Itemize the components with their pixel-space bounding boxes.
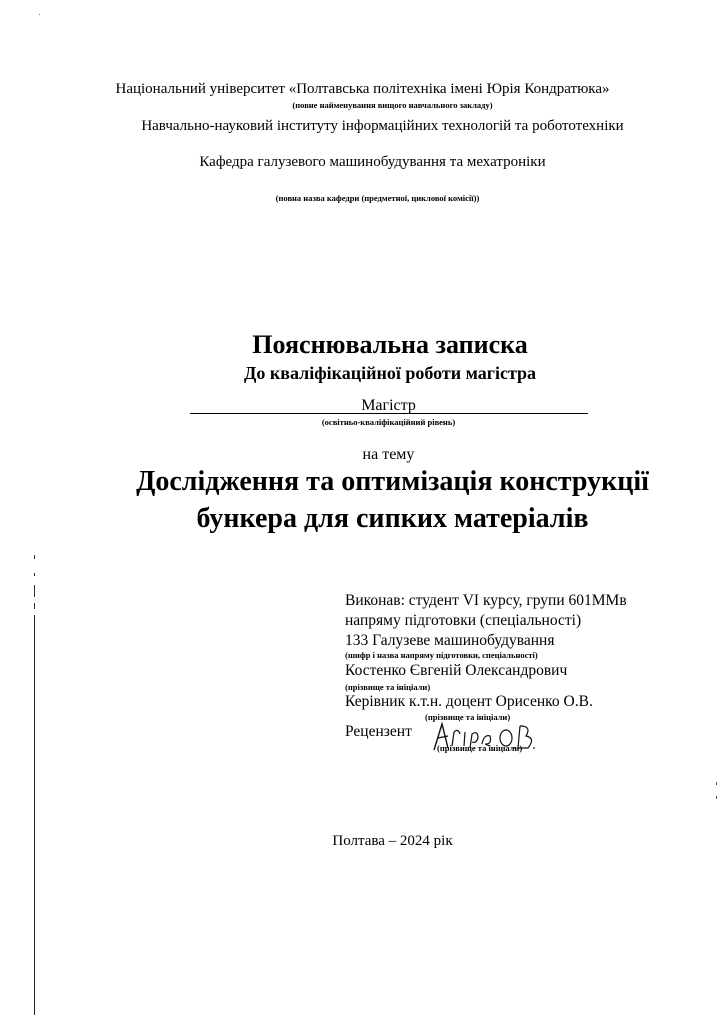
university-name: Національний університет «Полтавська політехніка імені Юрія Кондратюка» — [115, 81, 610, 97]
supervisor-note: (прізвище та ініціали) — [425, 712, 511, 722]
reviewer-note: (прізвище та ініціали) — [437, 743, 523, 753]
institute-name: Навчально-науковий інституту інформаційних технологій та робототехніки — [141, 118, 624, 134]
on-topic-label: на тему — [362, 446, 415, 463]
right-scan-marks — [714, 782, 720, 822]
level-underline — [190, 413, 588, 414]
topic-line-1: Дослідження та оптимізація конструкції — [136, 466, 649, 497]
specialty-note: (шифр і назва напряму підготовки, спеціальності) — [345, 650, 538, 660]
document-subtitle: До кваліфікаційної роботи магістра — [243, 363, 537, 383]
reviewer-label: Рецензент — [345, 723, 412, 740]
level-note: (освітньо-кваліфікаційний рівень) — [321, 417, 456, 427]
student-note: (прізвище та ініціали) — [345, 682, 431, 692]
department-name: Кафедра галузевого машинобудування та мехатроніки — [199, 154, 546, 170]
performed-by: Виконав: студент VI курсу, групи 601ММв — [345, 592, 627, 609]
specialty-value: 133 Галузеве машинобудування — [345, 632, 555, 649]
university-note: (повне найменування вищого навчального закладу) — [292, 100, 493, 110]
scan-edge-marks — [33, 555, 36, 1025]
top-scan-dot — [37, 12, 43, 18]
city-year: Полтава – 2024 рік — [332, 833, 453, 849]
qualification-level: Магістр — [361, 397, 416, 414]
department-note: (повна назва кафедри (предметної, циклової комісії)) — [275, 193, 480, 203]
supervisor-line: Керівник к.т.н. доцент Орисенко О.В. — [345, 693, 593, 710]
document-title: Пояснювальна записка — [252, 330, 528, 359]
direction-label: напряму підготовки (спеціальності) — [345, 612, 582, 629]
student-name: Костенко Євгеній Олександрович — [345, 662, 568, 679]
topic-line-2: бункера для сипких матеріалів — [196, 503, 589, 534]
